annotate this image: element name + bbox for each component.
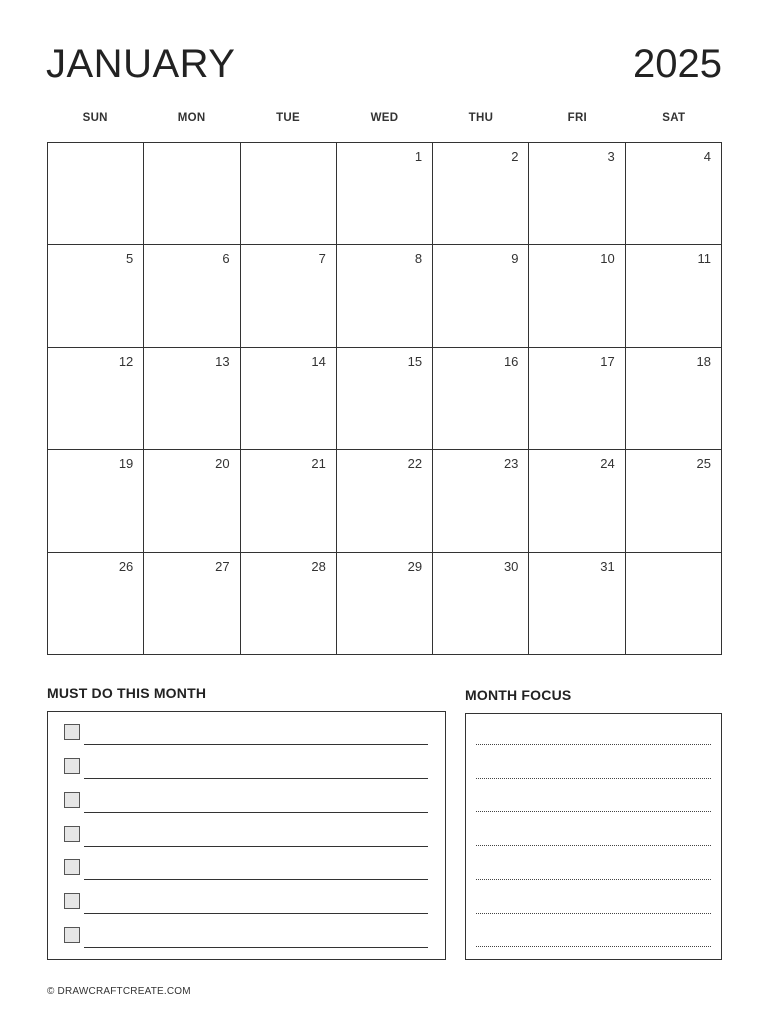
weekday-fri: FRI [567, 112, 588, 124]
calendar-grid [47, 142, 722, 655]
day-number: 10 [600, 251, 615, 267]
day-cell[interactable] [48, 348, 144, 450]
day-cell[interactable] [626, 450, 722, 552]
day-cell[interactable] [337, 553, 433, 655]
todo-line[interactable] [84, 947, 428, 948]
must-do-list [47, 711, 446, 960]
day-cell[interactable] [144, 143, 240, 245]
todo-item [64, 721, 428, 745]
checkbox[interactable] [64, 724, 80, 740]
day-number: 4 [703, 149, 711, 164]
day-number: 16 [503, 353, 519, 369]
day-cell[interactable] [529, 245, 625, 347]
day-cell[interactable] [48, 245, 144, 347]
year-title: 2025 [633, 42, 722, 86]
day-cell[interactable] [626, 348, 722, 450]
weekday-wed: WED [370, 112, 399, 124]
day-number: 20 [215, 456, 230, 472]
weekday-header-row [47, 112, 722, 128]
day-number: 11 [697, 251, 711, 267]
day-cell[interactable] [529, 348, 625, 450]
day-cell[interactable] [144, 348, 240, 450]
day-number: 26 [118, 558, 134, 574]
day-number: 13 [215, 353, 230, 369]
weekday-thu: THU [468, 112, 494, 124]
todo-line[interactable] [84, 744, 428, 745]
day-number: 9 [511, 251, 519, 267]
day-number: 31 [600, 558, 615, 574]
todo-item [64, 856, 428, 880]
day-cell[interactable] [626, 553, 722, 655]
todo-line[interactable] [84, 812, 428, 813]
day-number: 23 [503, 456, 519, 472]
focus-line[interactable] [476, 845, 711, 846]
checkbox[interactable] [64, 927, 80, 943]
day-cell[interactable] [241, 245, 337, 347]
must-do-heading: MUST DO THIS MONTH [47, 685, 207, 701]
day-number: 25 [696, 456, 711, 472]
day-number: 18 [696, 353, 711, 369]
day-cell[interactable] [144, 450, 240, 552]
day-number: 1 [414, 149, 423, 164]
todo-item [64, 823, 428, 847]
copyright-footer: © DRAWCRAFTCREATE.COM [47, 986, 191, 997]
day-cell[interactable] [529, 450, 625, 552]
todo-item [64, 924, 428, 948]
day-cell[interactable] [241, 450, 337, 552]
focus-line[interactable] [476, 879, 711, 880]
focus-line[interactable] [476, 811, 711, 812]
day-cell[interactable] [433, 143, 529, 245]
day-cell[interactable] [241, 143, 337, 245]
month-title: JANUARY [46, 42, 236, 86]
weekday-sat: SAT [662, 112, 686, 124]
day-number: 19 [118, 456, 134, 472]
day-cell[interactable] [48, 143, 144, 245]
day-number: 7 [318, 251, 326, 267]
checkbox[interactable] [64, 792, 80, 808]
day-cell[interactable] [626, 245, 722, 347]
day-cell[interactable] [241, 348, 337, 450]
day-cell[interactable] [337, 143, 433, 245]
day-cell[interactable] [529, 143, 625, 245]
day-cell[interactable] [48, 450, 144, 552]
day-cell[interactable] [144, 245, 240, 347]
checkbox[interactable] [64, 758, 80, 774]
todo-line[interactable] [84, 879, 428, 880]
day-cell[interactable] [529, 553, 625, 655]
day-number: 2 [511, 149, 519, 164]
checkbox[interactable] [64, 893, 80, 909]
day-number: 3 [607, 149, 615, 164]
checkbox[interactable] [64, 859, 80, 875]
day-cell[interactable] [48, 553, 144, 655]
day-number: 8 [414, 251, 423, 267]
day-number: 24 [600, 456, 615, 472]
todo-line[interactable] [84, 846, 428, 847]
day-number: 27 [215, 558, 230, 574]
todo-line[interactable] [84, 778, 428, 779]
day-cell[interactable] [144, 553, 240, 655]
day-number: 28 [311, 558, 326, 574]
focus-line[interactable] [476, 744, 711, 745]
day-number: 17 [600, 353, 615, 369]
day-cell[interactable] [337, 348, 433, 450]
weekday-mon: MON [177, 112, 206, 124]
day-cell[interactable] [433, 450, 529, 552]
weekday-sun: SUN [82, 112, 108, 124]
month-focus-heading: MONTH FOCUS [465, 687, 572, 703]
day-cell[interactable] [337, 450, 433, 552]
focus-line[interactable] [476, 778, 711, 779]
day-number: 5 [126, 251, 134, 267]
day-cell[interactable] [626, 143, 722, 245]
day-number: 6 [222, 251, 230, 267]
todo-item [64, 755, 428, 779]
checkbox[interactable] [64, 826, 80, 842]
day-number: 22 [407, 456, 423, 472]
weekday-tue: TUE [276, 112, 301, 124]
day-number: 15 [407, 353, 423, 369]
day-cell[interactable] [433, 553, 529, 655]
day-cell[interactable] [241, 553, 337, 655]
todo-item [64, 789, 428, 813]
month-focus-box [465, 713, 722, 960]
day-cell[interactable] [433, 348, 529, 450]
day-number: 30 [503, 558, 519, 574]
day-cell[interactable] [337, 245, 433, 347]
day-number: 14 [311, 353, 326, 369]
day-number: 12 [118, 353, 134, 369]
focus-line[interactable] [476, 946, 711, 947]
day-cell[interactable] [433, 245, 529, 347]
day-number: 21 [311, 456, 326, 472]
focus-line[interactable] [476, 913, 711, 914]
day-number: 29 [407, 558, 423, 574]
todo-item [64, 890, 428, 914]
todo-line[interactable] [84, 913, 428, 914]
